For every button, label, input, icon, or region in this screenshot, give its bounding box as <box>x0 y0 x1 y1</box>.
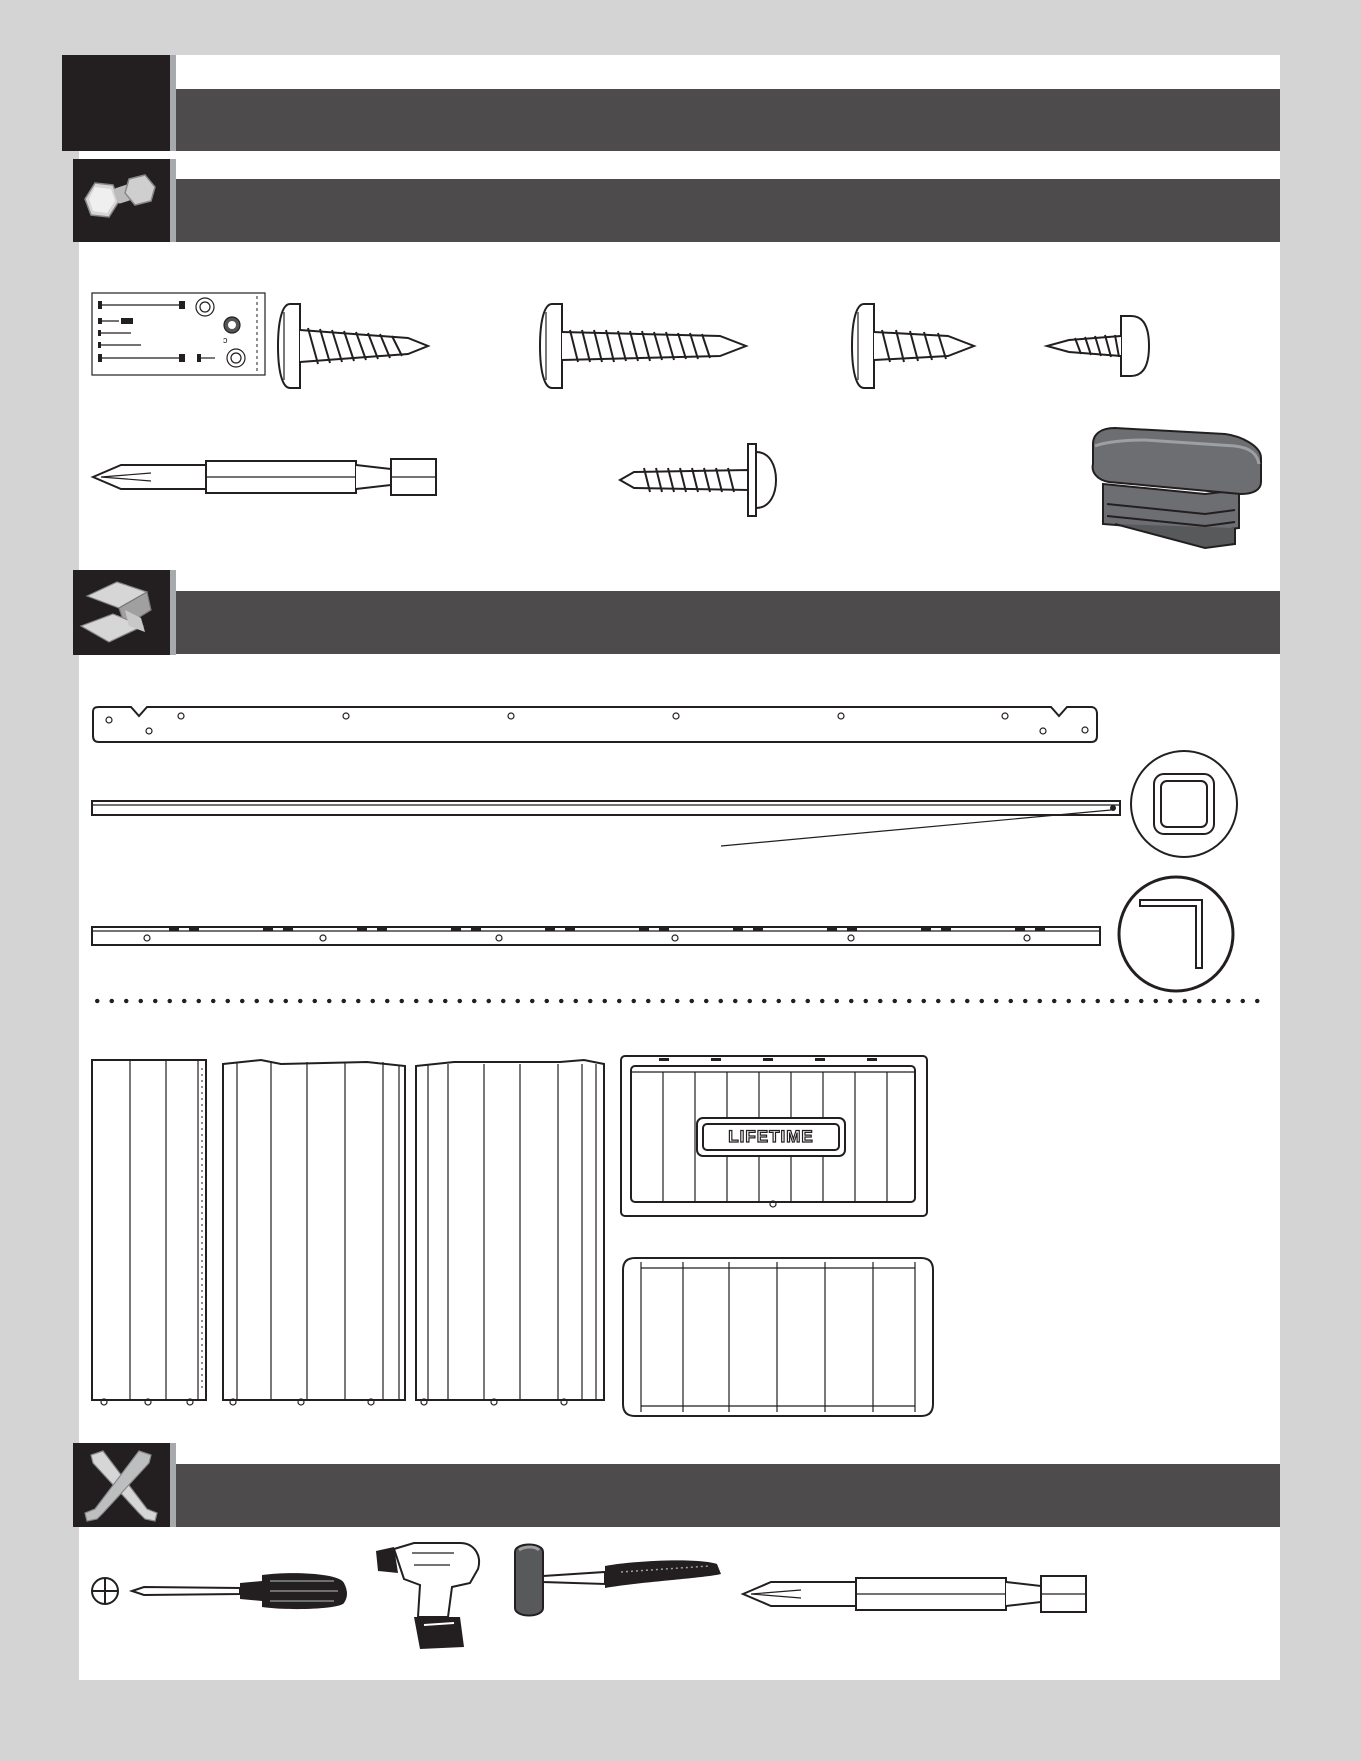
angle-rail <box>91 925 1103 949</box>
tools-section-icon-box <box>73 1443 176 1527</box>
pan-head-screw-medium <box>852 302 982 390</box>
hardware-card <box>91 292 266 376</box>
lid-logo: LIFETIME <box>728 1127 814 1146</box>
svg-text:ɔ: ɔ <box>223 335 228 345</box>
phillips-driver-bit <box>741 1572 1091 1616</box>
self-drilling-washer-screw <box>618 438 778 522</box>
wall-panel-wide-right <box>414 1056 606 1406</box>
parts-section-bar <box>176 591 1280 654</box>
flat-rail <box>91 706 1101 746</box>
floor-panel <box>621 1256 935 1418</box>
angle-rail-profile-callout <box>1116 874 1236 994</box>
dotted-separator <box>90 998 1262 1004</box>
phillips-screwdriver <box>90 1561 350 1621</box>
rubber-mallet <box>509 1538 725 1628</box>
crossed-wrenches-icon <box>73 1443 170 1527</box>
step-number-block <box>62 55 176 151</box>
hardware-section-icon-box <box>73 159 176 242</box>
pan-head-screw-short <box>278 302 448 390</box>
bracket-icon <box>73 570 170 655</box>
bolt-nut-icon <box>73 159 170 242</box>
square-tube-cap <box>1085 424 1265 564</box>
parts-section-icon-box <box>73 570 176 655</box>
driver-bit <box>91 455 441 499</box>
hardware-section-bar <box>176 179 1280 242</box>
square-tube <box>91 796 1121 896</box>
wall-panel-wide-left <box>221 1056 407 1406</box>
cordless-drill <box>374 1533 484 1653</box>
pan-head-screw-long <box>540 302 760 390</box>
wall-panel-narrow <box>90 1058 210 1406</box>
step-header-bar <box>176 89 1280 151</box>
small-pan-head-screw <box>1045 312 1155 382</box>
square-tube-profile-callout <box>1129 749 1239 859</box>
tools-section-bar <box>176 1464 1280 1527</box>
